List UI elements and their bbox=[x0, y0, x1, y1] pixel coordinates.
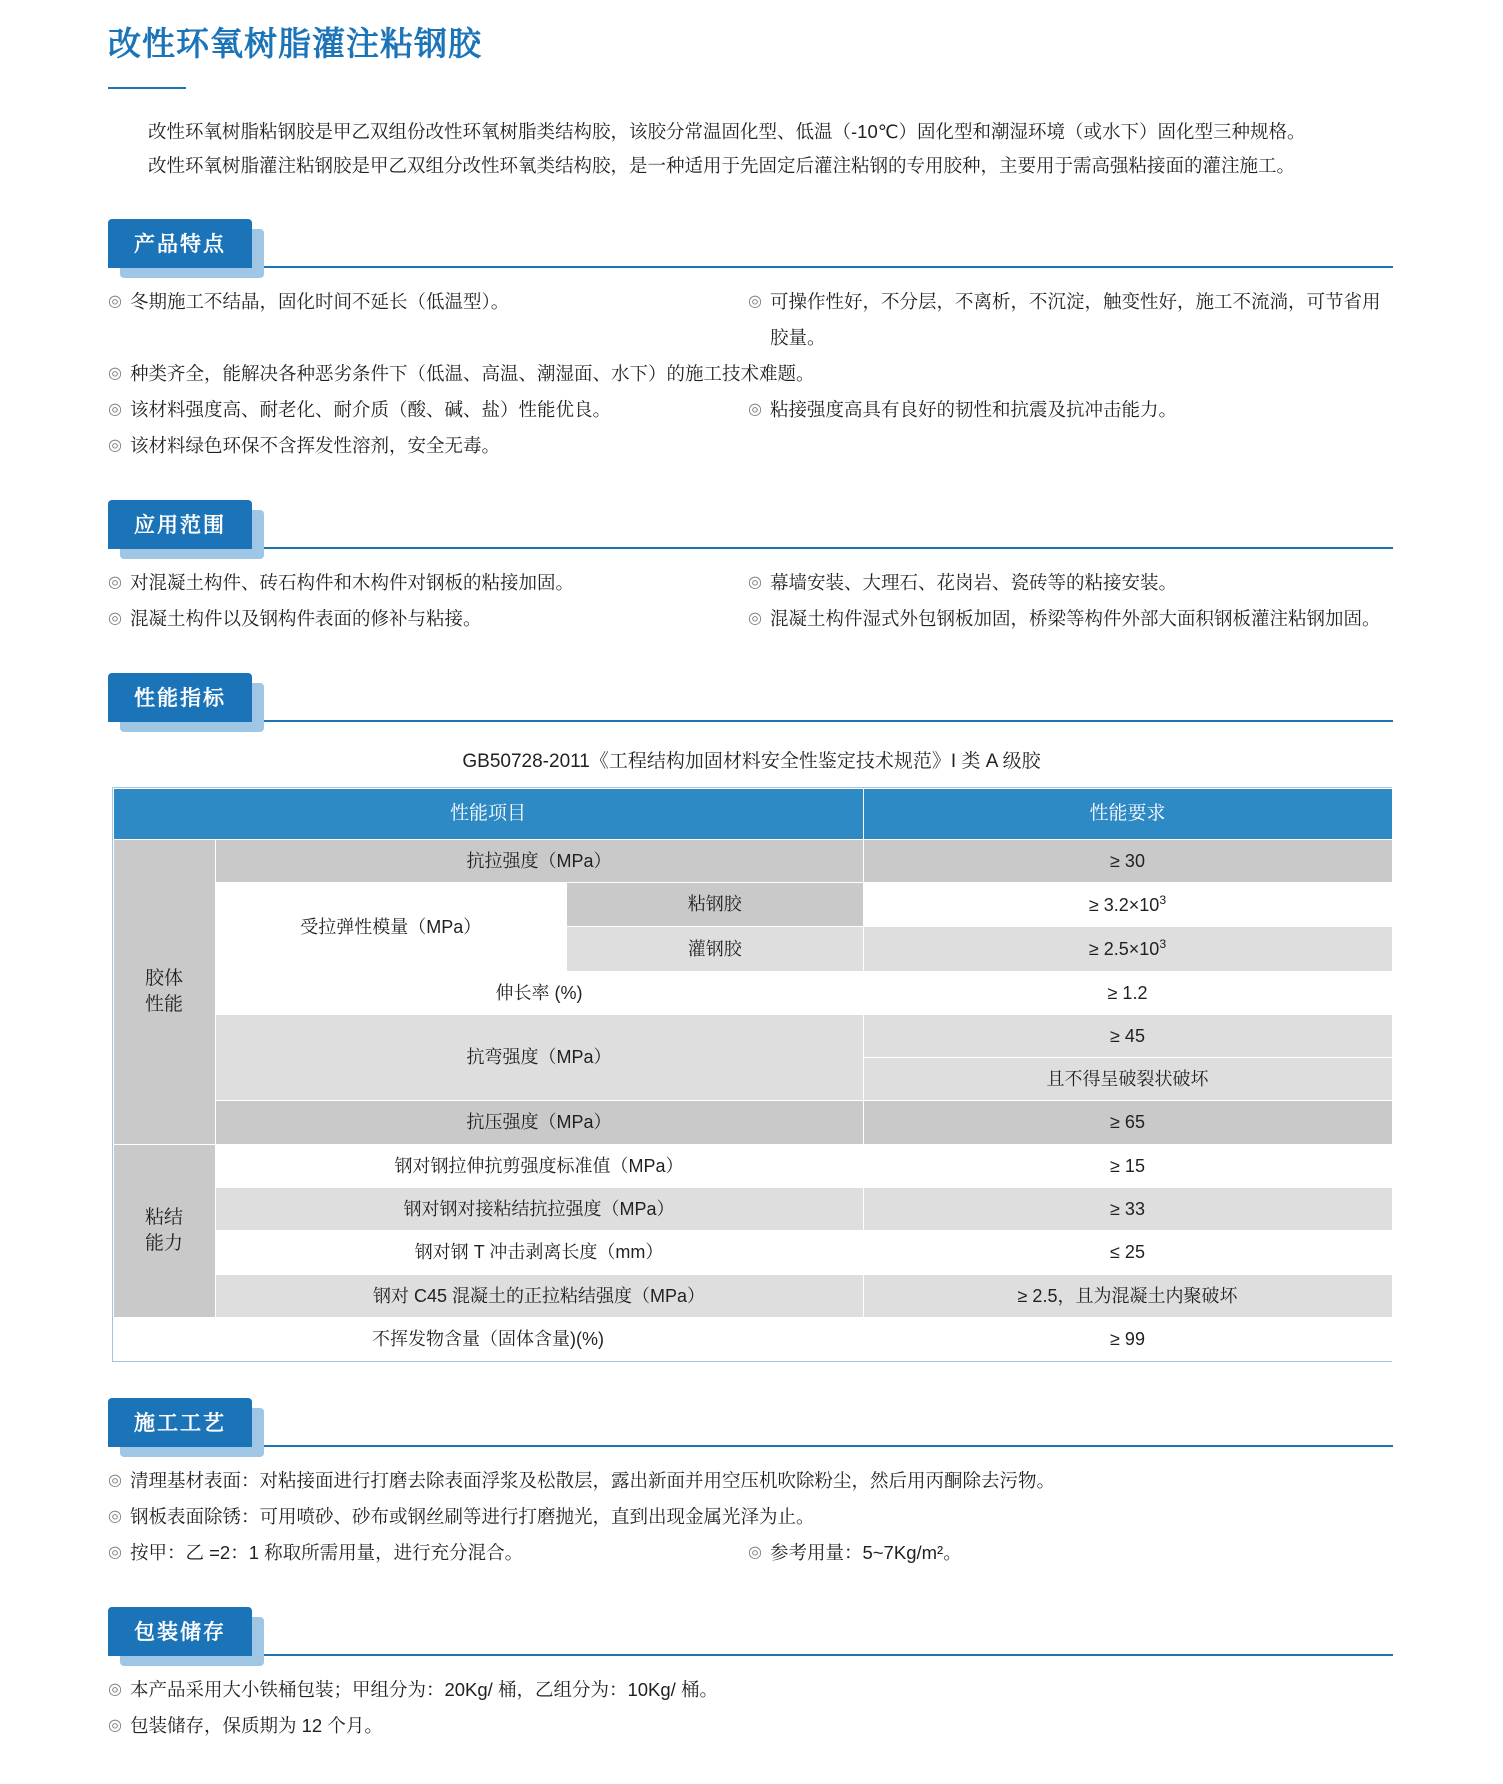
intro-line-2: 改性环氧树脂灌注粘钢胶是甲乙双组分改性环氧类结构胶，是一种适用于先固定后灌注粘钢的专用胶种，主要用于需高强粘接面的灌注施工。 bbox=[148, 155, 1296, 176]
bullet-icon: ◎ bbox=[748, 574, 762, 591]
table-row bbox=[113, 971, 1392, 1014]
cell-subitem: 粘钢胶 bbox=[567, 882, 863, 926]
intro-line-1: 改性环氧树脂粘钢胶是甲乙双组份改性环氧树脂类结构胶，该胶分常温固化型、低温（-10℃）固化型和潮湿环境（或水下）固化型三种规格。 bbox=[148, 121, 1306, 142]
performance-table-wrapper bbox=[112, 787, 1392, 1362]
bullet-icon: ◎ bbox=[748, 401, 762, 418]
bullet-icon: ◎ bbox=[108, 1717, 122, 1735]
bullet-icon: ◎ bbox=[748, 610, 762, 627]
cell-item: 伸长率 (%) bbox=[215, 971, 863, 1014]
section-rule-features bbox=[108, 266, 1393, 268]
cell-value: ≥ 2.5，且为混凝土内聚破坏 bbox=[863, 1274, 1392, 1317]
list-item bbox=[108, 284, 1393, 356]
cell-value: ≥ 65 bbox=[863, 1101, 1392, 1144]
packaging-text: 本产品采用大小铁桶包装；甲组分为：20Kg/ 桶，乙组分为：10Kg/ 桶。 bbox=[129, 1679, 718, 1701]
process-text: 钢板表面除锈：可用喷砂、砂布或钢丝刷等进行打磨抛光，直到出现金属光泽为止。 bbox=[129, 1506, 815, 1528]
cell-value: ≤ 25 bbox=[863, 1231, 1392, 1274]
column-header-item: 性能项目 bbox=[113, 789, 863, 840]
table-header-row bbox=[113, 789, 1392, 840]
packaging-text: 包装储存，保质期为 12 个月。 bbox=[129, 1715, 383, 1737]
cell-item: 不挥发物含量（固体含量)(%) bbox=[113, 1317, 863, 1360]
bullet-icon: ◎ bbox=[108, 365, 122, 382]
cell-item: 抗弯强度（MPa） bbox=[215, 1014, 863, 1101]
intro-paragraphs bbox=[0, 115, 1503, 183]
performance-table bbox=[113, 788, 1393, 1361]
list-item bbox=[108, 601, 1393, 637]
section-heading-features bbox=[108, 219, 252, 268]
process-text: 按甲：乙 =2：1 称取所需用量，进行充分混合。 bbox=[129, 1542, 524, 1564]
cell-item: 抗拉强度（MPa） bbox=[215, 839, 863, 882]
cell-subitem: 灌钢胶 bbox=[567, 927, 863, 971]
list-item bbox=[108, 392, 1393, 428]
cell-value: ≥ 30 bbox=[863, 839, 1392, 882]
bullet-icon: ◎ bbox=[748, 293, 762, 310]
bullet-icon: ◎ bbox=[108, 437, 122, 454]
table-row bbox=[113, 1317, 1392, 1360]
bullet-icon: ◎ bbox=[108, 574, 122, 591]
section-heading-applications bbox=[108, 500, 252, 549]
process-text: 清理基材表面：对粘接面进行打磨去除表面浮浆及松散层，露出新面并用空压机吹除粉尘，然后用丙酮除去污物。 bbox=[129, 1470, 1055, 1492]
application-text: 幕墙安装、大理石、花岗岩、瓷砖等的粘接安装。 bbox=[769, 572, 1177, 593]
cell-item: 钢对钢对接粘结抗拉强度（MPa） bbox=[215, 1188, 863, 1231]
table-row bbox=[113, 1231, 1392, 1274]
bullet-icon: ◎ bbox=[108, 293, 122, 310]
list-item bbox=[108, 1463, 1393, 1499]
page-title: 改性环氧树脂灌注粘钢胶 bbox=[108, 25, 482, 62]
list-item bbox=[108, 1535, 1393, 1571]
cell-value: ≥ 33 bbox=[863, 1188, 1392, 1231]
cell-item: 抗压强度（MPa） bbox=[215, 1101, 863, 1144]
cell-value: ≥ 15 bbox=[863, 1144, 1392, 1187]
feature-text: 冬期施工不结晶，固化时间不延长（低温型）。 bbox=[129, 291, 510, 312]
table-row bbox=[113, 1144, 1392, 1187]
bullet-icon: ◎ bbox=[108, 401, 122, 418]
section-heading-applications-label: 应用范围 bbox=[108, 500, 252, 549]
features-list bbox=[0, 284, 1503, 464]
section-heading-process-label: 施工工艺 bbox=[108, 1398, 252, 1447]
applications-list bbox=[0, 565, 1503, 637]
list-item bbox=[108, 565, 1393, 601]
process-list bbox=[0, 1463, 1503, 1571]
section-heading-performance-label: 性能指标 bbox=[108, 673, 252, 722]
list-item bbox=[108, 1499, 1393, 1535]
page-bottom-spacer bbox=[0, 1744, 1503, 1784]
section-heading-packaging bbox=[108, 1607, 252, 1656]
cell-value: ≥ $3.2\times 10^3$ bbox=[863, 882, 1392, 926]
section-rule-performance bbox=[108, 720, 1393, 722]
feature-text: 该材料绿色环保不含挥发性溶剂，安全无毒。 bbox=[129, 435, 500, 456]
cell-value: ≥ 45 bbox=[863, 1014, 1392, 1057]
cell-value: 且不得呈破裂状破坏 bbox=[863, 1058, 1392, 1101]
title-underline bbox=[108, 87, 186, 89]
section-rule-process bbox=[108, 1445, 1393, 1447]
bullet-icon: ◎ bbox=[108, 1544, 122, 1562]
packaging-list bbox=[0, 1672, 1503, 1744]
list-item bbox=[108, 428, 1393, 464]
bullet-icon: ◎ bbox=[108, 1508, 122, 1526]
table-row bbox=[113, 882, 1392, 926]
table-row bbox=[113, 1188, 1392, 1231]
feature-text: 种类齐全，能解决各种恶劣条件下（低温、高温、潮湿面、水下）的施工技术难题。 bbox=[129, 363, 815, 384]
application-text: 混凝土构件湿式外包钢板加固，桥梁等构件外部大面积钢板灌注粘钢加固。 bbox=[769, 608, 1381, 629]
cell-value: ≥ $2.5\times 10^3$ bbox=[863, 927, 1392, 971]
section-heading-packaging-label: 包装储存 bbox=[108, 1607, 252, 1656]
bullet-icon: ◎ bbox=[748, 1544, 762, 1562]
table-row bbox=[113, 1014, 1392, 1057]
list-item bbox=[108, 1672, 1393, 1708]
process-dosage-text: 参考用量：5~7Kg/m²。 bbox=[769, 1542, 962, 1564]
table-row bbox=[113, 839, 1392, 882]
cell-item: 钢对钢 T 冲击剥离长度（mm） bbox=[215, 1231, 863, 1274]
table-caption: GB50728-2011《工程结构加固材料安全性鉴定技术规范》I 类 A 级胶 bbox=[462, 751, 1041, 772]
list-item bbox=[108, 1708, 1393, 1744]
cell-item: 钢对 C45 混凝土的正拉粘结强度（MPa） bbox=[215, 1274, 863, 1317]
section-rule-packaging bbox=[108, 1654, 1393, 1656]
row-group-label-bond: 粘结 能力 bbox=[113, 1144, 215, 1317]
column-header-value: 性能要求 bbox=[863, 789, 1392, 840]
bullet-icon: ◎ bbox=[108, 1472, 122, 1490]
table-row bbox=[113, 1274, 1392, 1317]
list-item bbox=[108, 356, 1393, 392]
application-text: 混凝土构件以及钢构件表面的修补与粘接。 bbox=[129, 608, 482, 629]
cell-value: ≥ 1.2 bbox=[863, 971, 1392, 1014]
table-row bbox=[113, 1101, 1392, 1144]
cell-item: 受拉弹性模量（MPa） bbox=[215, 882, 566, 971]
section-rule-applications bbox=[108, 547, 1393, 549]
feature-text: 该材料强度高、耐老化、耐介质（酸、碱、盐）性能优良。 bbox=[129, 399, 611, 420]
row-group-label-body: 胶体 性能 bbox=[113, 839, 215, 1144]
bullet-icon: ◎ bbox=[108, 610, 122, 627]
cell-item: 钢对钢拉伸抗剪强度标准值（MPa） bbox=[215, 1144, 863, 1187]
section-heading-process bbox=[108, 1398, 252, 1447]
feature-text: 粘接强度高具有良好的韧性和抗震及抗冲击能力。 bbox=[769, 399, 1177, 420]
bullet-icon: ◎ bbox=[108, 1681, 122, 1699]
section-heading-features-label: 产品特点 bbox=[108, 219, 252, 268]
application-text: 对混凝土构件、砖石构件和木构件对钢板的粘接加固。 bbox=[129, 572, 574, 593]
section-heading-performance bbox=[108, 673, 252, 722]
feature-text: 可操作性好，不分层，不离析，不沉淀，触变性好，施工不流淌，可节省用胶量。 bbox=[769, 291, 1381, 348]
cell-value: ≥ 99 bbox=[863, 1317, 1392, 1360]
